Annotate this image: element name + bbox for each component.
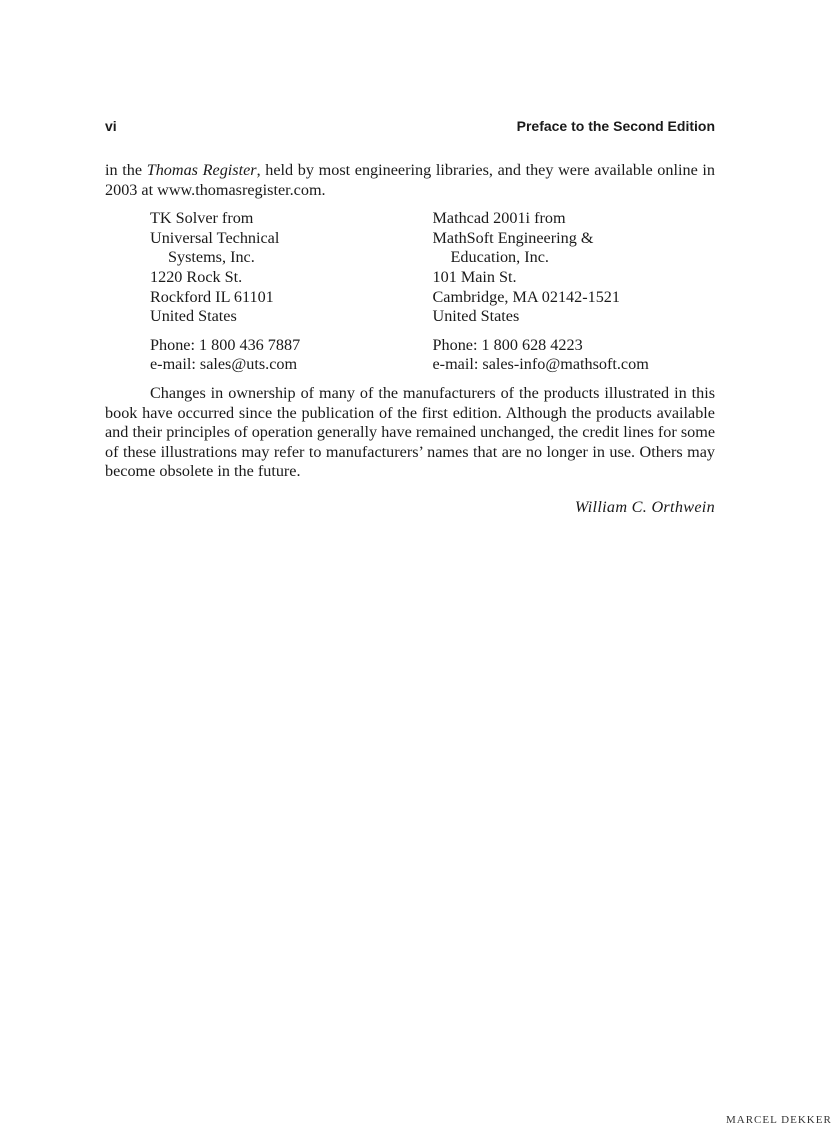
intro-italic-title: Thomas Register	[146, 161, 257, 179]
address-left-line4: 1220 Rock St.	[150, 267, 243, 286]
address-left-line3: Systems, Inc.	[168, 248, 255, 267]
intro-text-after: , held by most engineering libraries, and they were available online in 2003 at www.thomasregister.com.	[105, 161, 715, 199]
body-paragraph: Changes in ownership of many of the manufacturers of the products illustrated in this book have occurred since the publication of the first edition. Although the products available and their principles of operation generally have remained unchanged, the credit lines for some of these illustrations may refer to manufacturers’ names that are no longer in use. Others may become obsolete in the future.	[105, 383, 715, 481]
address-right	[433, 209, 716, 375]
address-left-gap	[150, 327, 433, 336]
address-right-phone: Phone: 1 800 628 4223	[432, 335, 583, 354]
address-right-line2: MathSoft Engineering &	[432, 228, 594, 247]
publisher-mark: MARCEL DEKKER	[726, 1114, 832, 1126]
addresses	[105, 209, 715, 375]
address-left-line1: TK Solver from	[150, 209, 254, 228]
address-right-line3: Education, Inc.	[450, 248, 549, 267]
page-number: vi	[105, 118, 117, 134]
address-right-line4: 101 Main St.	[432, 267, 517, 286]
address-left-line6: United States	[150, 307, 237, 326]
address-right-line6: United States	[432, 307, 520, 326]
address-right-line1: Mathcad 2001i from	[432, 209, 566, 228]
page-content	[105, 116, 715, 518]
address-left-line5: Rockford IL 61101	[150, 287, 274, 306]
address-left-phone: Phone: 1 800 436 7887	[150, 335, 301, 354]
address-left-email: e-mail: sales@uts.com	[150, 355, 298, 374]
address-left	[150, 209, 433, 375]
author-signature: William C. Orthwein	[574, 498, 715, 517]
address-right-gap	[433, 327, 716, 336]
address-right-email: e-mail: sales-info@mathsoft.com	[432, 355, 649, 374]
address-right-line5: Cambridge, MA 02142-1521	[432, 287, 620, 306]
intro-text-before: in the	[105, 161, 147, 179]
intro-paragraph	[105, 161, 715, 200]
address-left-line2: Universal Technical	[150, 228, 280, 247]
running-head	[105, 116, 715, 136]
running-title: Preface to the Second Edition	[516, 118, 715, 134]
